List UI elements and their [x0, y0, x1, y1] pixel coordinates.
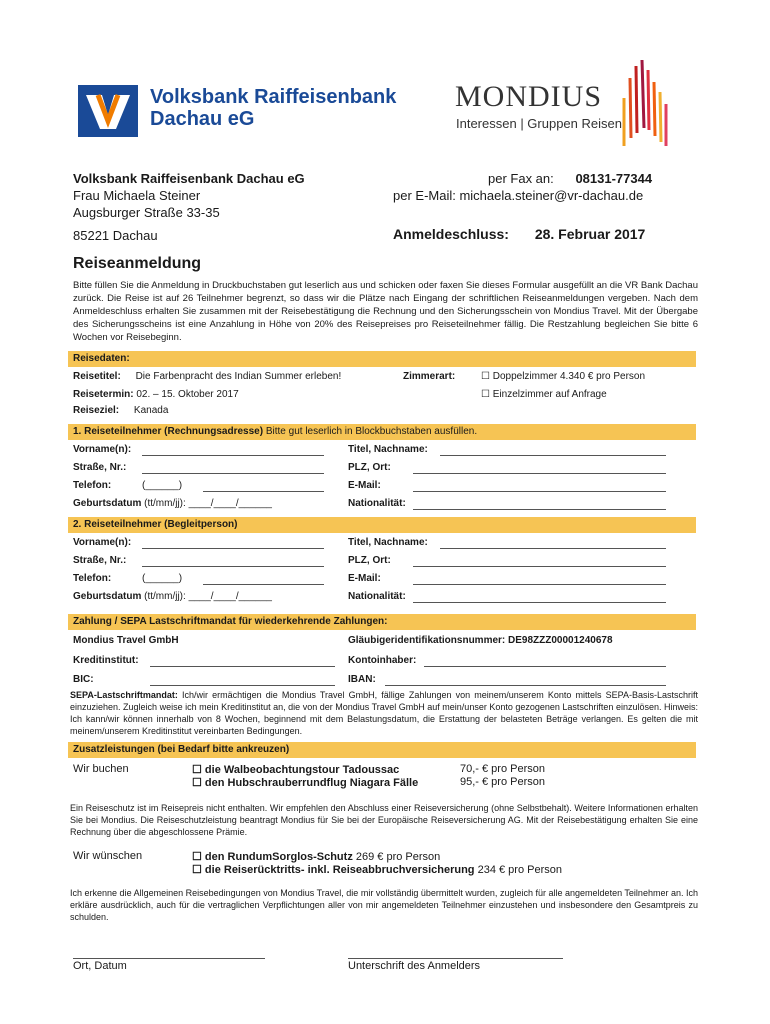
- agb-text: Ich erkenne die Allgemeinen Reisebedingungen von Mondius Travel, die mir vollständig übermittelt wurden, zugleich für alle angemeldeten Teilnehmer an. Ich erkläre ausdrücklich, auch für die vertraglichen Verpflichtungen aller von mir angemeldeten Teilnehmer einzustehen und insbesondere den Gesamtpreis zu schulden.: [70, 888, 698, 922]
- t1-vorwahl-field[interactable]: (______): [142, 480, 183, 491]
- t2-geburt-label: Geburtsdatum: [73, 591, 142, 602]
- t1-geburt: [73, 498, 272, 509]
- wir-wuenschen-label: Wir wünschen: [73, 850, 143, 862]
- t1-telefon-field[interactable]: [203, 482, 324, 492]
- t1-geburt-field[interactable]: ____/____/______: [188, 498, 272, 509]
- iban-label: IBAN:: [348, 674, 376, 685]
- deadline-label: Anmeldeschluss:: [393, 226, 509, 242]
- reiseruecktritt-checkbox[interactable]: [192, 863, 562, 876]
- section-teilnehmer2-header: 2. Reiseteilnehmer (Begleitperson): [68, 517, 696, 533]
- address-line4: 85221 Dachau: [73, 228, 158, 243]
- t2-vorname-label: Vorname(n):: [73, 537, 132, 548]
- reisetermin-label: Reisetermin:: [73, 389, 134, 400]
- reisetitel-value: Die Farbenpracht des Indian Summer erleben!: [135, 371, 342, 382]
- t1-plz-label: PLZ, Ort:: [348, 462, 391, 473]
- t2-vorwahl-field[interactable]: (______): [142, 573, 183, 584]
- reisetermin-value: 02. – 15. Oktober 2017: [136, 389, 239, 400]
- t2-telefon-label: Telefon:: [73, 573, 112, 584]
- mondius-tagline: Interessen | Gruppen Reisen: [456, 116, 622, 131]
- volksbank-logo-icon: [78, 85, 138, 137]
- t1-email-label: E-Mail:: [348, 480, 381, 491]
- glaeubiger-id: Gläubigeridentifikationsnummer: DE98ZZZ00001240678: [348, 635, 613, 646]
- contact-block: [393, 170, 652, 204]
- t1-geburt-format: (tt/mm/jj):: [144, 498, 186, 509]
- recipient-address: [73, 170, 305, 244]
- zahlung-company: Mondius Travel GmbH: [73, 635, 179, 646]
- t1-plz-field[interactable]: [413, 464, 666, 474]
- teilnehmer1-note: Bitte gut leserlich in Blockbuchstaben ausfüllen.: [265, 426, 478, 437]
- bank-name-line2: Dachau eG: [150, 108, 255, 130]
- t1-vorname-field[interactable]: [142, 446, 324, 456]
- reisetitel-label: Reisetitel:: [73, 371, 121, 382]
- email-line: per E-Mail: michaela.steiner@vr-dachau.de: [393, 188, 644, 203]
- hubschrauber-checkbox[interactable]: ☐ den Hubschrauberrundflug Niagara Fälle: [192, 777, 419, 789]
- address-line1: Volksbank Raiffeisenbank Dachau eG: [73, 171, 305, 186]
- t2-plz-label: PLZ, Ort:: [348, 555, 391, 566]
- t2-plz-field[interactable]: [413, 557, 666, 567]
- section-zusatz-header: Zusatzleistungen (bei Bedarf bitte ankreuzen): [68, 742, 696, 758]
- t2-nation-field[interactable]: [413, 593, 666, 603]
- kreditinstitut-label: Kreditinstitut:: [73, 655, 139, 666]
- fax-number: 08131-77344: [575, 171, 653, 186]
- bic-field[interactable]: [150, 676, 335, 686]
- t1-vorname-label: Vorname(n):: [73, 444, 132, 455]
- t2-titel-field[interactable]: [440, 539, 666, 549]
- iban-field[interactable]: [385, 676, 666, 686]
- t1-strasse-field[interactable]: [142, 464, 324, 474]
- zimmer-doppel-checkbox[interactable]: ☐ Doppelzimmer 4.340 € pro Person: [481, 371, 646, 382]
- mondius-logo: MONDIUS: [455, 80, 603, 113]
- bic-label: BIC:: [73, 674, 94, 685]
- t1-email-field[interactable]: [413, 482, 666, 492]
- t1-nation-field[interactable]: [413, 500, 666, 510]
- t2-nation-label: Nationalität:: [348, 591, 406, 602]
- ort-datum-field[interactable]: [73, 958, 265, 959]
- t2-geburt-format: (tt/mm/jj):: [144, 591, 186, 602]
- t1-titel-field[interactable]: [440, 446, 666, 456]
- t2-telefon-field[interactable]: [203, 575, 324, 585]
- reiseruecktritt-name: Reiserücktritts- inkl. Reiseabbruchversicherung: [223, 864, 475, 876]
- ort-datum-label: Ort, Datum: [73, 960, 127, 972]
- sepa-label: SEPA-Lastschriftmandat:: [70, 690, 178, 700]
- address-line3: Augsburger Straße 33-35: [73, 205, 220, 220]
- hubschrauber-price: 95,- € pro Person: [460, 776, 545, 788]
- t2-strasse-label: Straße, Nr.:: [73, 555, 127, 566]
- t1-strasse-label: Straße, Nr.:: [73, 462, 127, 473]
- address-line2: Frau Michaela Steiner: [73, 188, 201, 203]
- t1-telefon-label: Telefon:: [73, 480, 112, 491]
- reiseziel-value: Kanada: [133, 405, 169, 416]
- zimmer-einzel-checkbox[interactable]: ☐ Einzelzimmer auf Anfrage: [481, 389, 607, 400]
- deadline-date: 28. Februar 2017: [534, 226, 646, 242]
- t2-email-label: E-Mail:: [348, 573, 381, 584]
- zimmerart-label: Zimmerart:: [403, 371, 456, 382]
- t1-titel-label: Titel, Nachname:: [348, 444, 428, 455]
- t1-nation-label: Nationalität:: [348, 498, 406, 509]
- teilnehmer1-title: 1. Reiseteilnehmer (Rechnungsadresse): [73, 426, 264, 437]
- t2-geburt-field[interactable]: ____/____/______: [188, 591, 272, 602]
- t1-geburt-label: Geburtsdatum: [73, 498, 142, 509]
- bank-logo-text: [150, 86, 396, 130]
- wir-buchen-label: Wir buchen: [73, 763, 129, 775]
- t2-strasse-field[interactable]: [142, 557, 324, 567]
- reiseziel-label: Reiseziel:: [73, 405, 120, 416]
- sepa-body: Ich/wir ermächtigen die Mondius Travel GmbH, fällige Zahlungen von meinem/unserem Konto mittels SEPA-Basis-Lastschrift einzuziehen. Zugleich weise ich mein Kreditinstitut an, die von der Mondius Travel GmbH auf mein/unser Konto gezogenen Lastschriften einzulösen. Hinweis: Ich kann/wir können innerhalb von 8 Wochen, beginnend mit dem Belastungsdatum, die Erstattung der belasteten Beträge verlangen. Es gelten die mit meinem/unserem Kreditinstitut vereinbarten Bedingungen.: [70, 690, 698, 736]
- mondius-color-bars-icon: [620, 58, 670, 148]
- rundumsorglos-checkbox[interactable]: [192, 850, 440, 863]
- section-teilnehmer1-header: [68, 424, 696, 440]
- rundumsorglos-box: ☐ den: [192, 851, 225, 863]
- walbeobachtung-checkbox[interactable]: ☐ die Walbeobachtungstour Tadoussac: [192, 764, 400, 776]
- intro-text: Bitte füllen Sie die Anmeldung in Druckbuchstaben gut leserlich aus und schicken oder faxen Sie dieses Formular ausgefüllt an die VR Bank Dachau zurück. Die Reise ist auf 26 Teilnehmer begrenzt, so dass wir die Plätze nach Eingang der schriftlichen Reiseanmeldungen vergeben. Nach dem Anmeldeschluss erhalten Sie zusammen mit der Reisebestätigung die Rechnung und den Sicherungsschein von Mondius Travel. Mit der Übergabe des Sicherungsscheins ist eine Anzahlung in Höhe von 20% des Reisepreises pro Reiseteilnehmer fällig. Die Restzahlung begleichen Sie bitte 6 Wochen vor Reisebeginn.: [73, 280, 698, 343]
- kontoinhaber-label: Kontoinhaber:: [348, 655, 417, 666]
- fax-label: per Fax an:: [488, 171, 554, 186]
- bank-name-line1: Volksbank Raiffeisenbank: [150, 86, 397, 108]
- section-reisedaten-header: Reisedaten:: [68, 351, 696, 367]
- kontoinhaber-field[interactable]: [424, 657, 666, 667]
- reiseruecktritt-box: ☐ die: [192, 864, 221, 876]
- reiseruecktritt-price: 234 € pro Person: [477, 864, 562, 876]
- deadline: [393, 226, 645, 242]
- rundumsorglos-price: 269 € pro Person: [355, 851, 441, 863]
- unterschrift-field[interactable]: [348, 958, 563, 959]
- t2-titel-label: Titel, Nachname:: [348, 537, 428, 548]
- section-zahlung-header: Zahlung / SEPA Lastschriftmandat für wiederkehrende Zahlungen:: [68, 614, 696, 630]
- unterschrift-label: Unterschrift des Anmelders: [348, 960, 481, 972]
- t2-vorname-field[interactable]: [142, 539, 324, 549]
- reiseschutz-text: Ein Reiseschutz ist im Reisepreis nicht enthalten. Wir empfehlen den Abschluss einer Reiseversicherung (ohne Selbstbehalt). Weitere Informationen erhalten Sie bei Mondius. Die Reiseschutzleistung beantragt Mondius für Sie bei der Europäische Reiseversicherung AG. Mit der Reisebestätigung erhalten Sie eine Rechnung über die abgeschlossene Prämie.: [70, 803, 698, 837]
- page-title: Reiseanmeldung: [73, 255, 202, 272]
- walbeobachtung-price: 70,- € pro Person: [460, 763, 545, 775]
- t2-email-field[interactable]: [413, 575, 666, 585]
- kreditinstitut-field[interactable]: [150, 657, 335, 667]
- sepa-mandat-text: [70, 689, 698, 737]
- t2-geburt: [73, 591, 272, 602]
- rundumsorglos-name: RundumSorglos-Schutz: [227, 851, 353, 863]
